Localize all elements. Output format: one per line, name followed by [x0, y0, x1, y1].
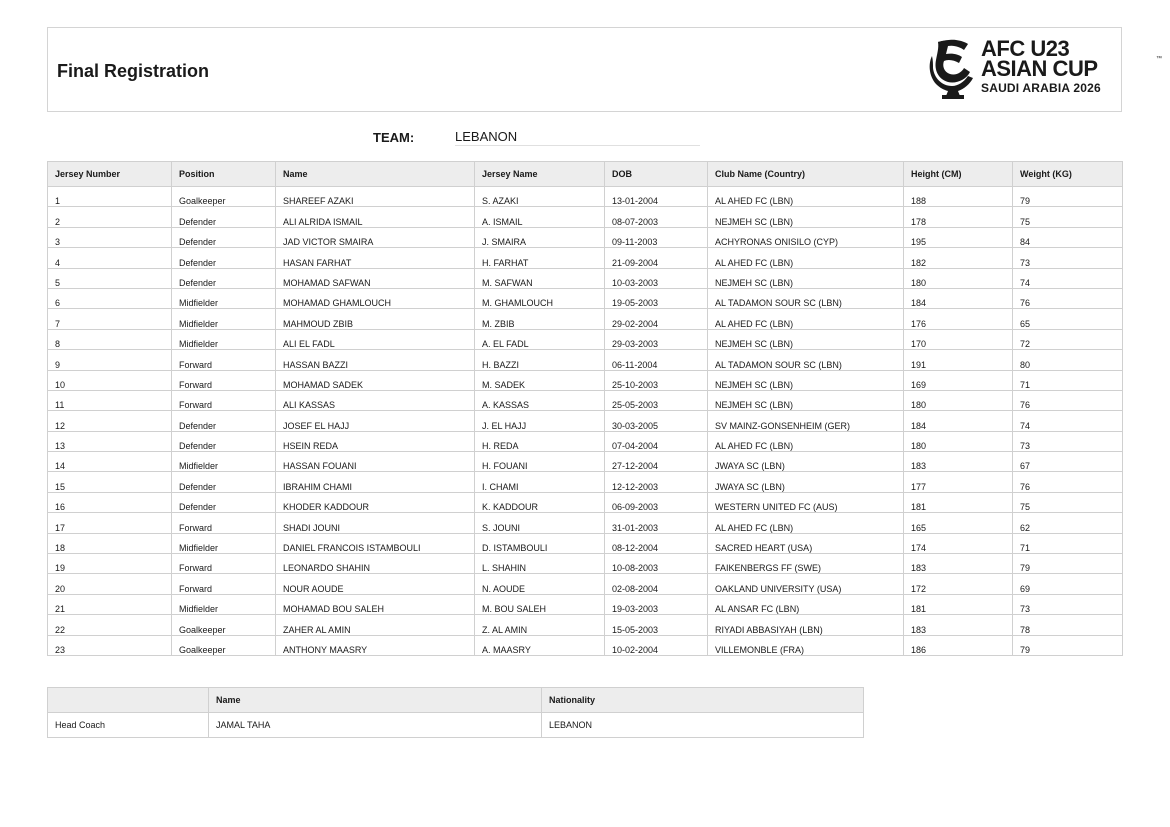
table-cell: 02-08-2004: [605, 574, 708, 594]
table-cell: 5: [48, 268, 172, 288]
column-header: Weight (KG): [1013, 162, 1123, 187]
table-cell: 07-04-2004: [605, 431, 708, 451]
table-cell: 10-08-2003: [605, 554, 708, 574]
table-cell: K. KADDOUR: [475, 492, 605, 512]
table-cell: 29-02-2004: [605, 309, 708, 329]
table-cell: 165: [904, 513, 1013, 533]
table-cell: 7: [48, 309, 172, 329]
table-cell: 22: [48, 615, 172, 635]
table-cell: HSEIN REDA: [276, 431, 475, 451]
table-row: [48, 533, 1123, 553]
logo-text-line1: AFC U23: [981, 36, 1070, 61]
table-cell: AL AHED FC (LBN): [708, 187, 904, 207]
table-cell: 08-12-2004: [605, 533, 708, 553]
table-cell: Z. AL AMIN: [475, 615, 605, 635]
table-cell: Goalkeeper: [172, 187, 276, 207]
table-cell: 75: [1013, 207, 1123, 227]
table-cell: Head Coach: [48, 713, 209, 738]
table-cell: ZAHER AL AMIN: [276, 615, 475, 635]
table-cell: Midfielder: [172, 533, 276, 553]
table-cell: 25-10-2003: [605, 370, 708, 390]
table-cell: 188: [904, 187, 1013, 207]
table-cell: A. EL FADL: [475, 329, 605, 349]
table-cell: 79: [1013, 554, 1123, 574]
table-cell: 13-01-2004: [605, 187, 708, 207]
table-cell: 71: [1013, 533, 1123, 553]
table-cell: 67: [1013, 452, 1123, 472]
table-cell: WESTERN UNITED FC (AUS): [708, 492, 904, 512]
table-cell: 21-09-2004: [605, 248, 708, 268]
table-row: [48, 411, 1123, 431]
table-cell: KHODER KADDOUR: [276, 492, 475, 512]
column-header: Name: [276, 162, 475, 187]
table-row: [48, 635, 1123, 655]
table-cell: 73: [1013, 594, 1123, 614]
table-cell: 74: [1013, 411, 1123, 431]
staff-table-body: [48, 713, 864, 738]
table-cell: 20: [48, 574, 172, 594]
table-cell: ALI KASSAS: [276, 390, 475, 410]
table-row: [48, 370, 1123, 390]
table-cell: Midfielder: [172, 309, 276, 329]
table-cell: Forward: [172, 390, 276, 410]
page-header: [47, 27, 1162, 112]
column-header: Jersey Number: [48, 162, 172, 187]
staff-header-row: [48, 688, 864, 713]
table-cell: 09-11-2003: [605, 227, 708, 247]
table-cell: 182: [904, 248, 1013, 268]
table-cell: N. AOUDE: [475, 574, 605, 594]
column-header: [48, 688, 209, 713]
table-cell: 12: [48, 411, 172, 431]
table-cell: H. REDA: [475, 431, 605, 451]
table-row: [48, 554, 1123, 574]
table-row: [48, 268, 1123, 288]
table-row: [48, 187, 1123, 207]
table-cell: 21: [48, 594, 172, 614]
table-cell: 73: [1013, 431, 1123, 451]
table-cell: SACRED HEART (USA): [708, 533, 904, 553]
table-cell: S. JOUNI: [475, 513, 605, 533]
table-cell: 62: [1013, 513, 1123, 533]
table-cell: Defender: [172, 268, 276, 288]
table-cell: 195: [904, 227, 1013, 247]
table-cell: Defender: [172, 248, 276, 268]
table-cell: 183: [904, 452, 1013, 472]
table-cell: 71: [1013, 370, 1123, 390]
table-row: [48, 513, 1123, 533]
table-cell: AL AHED FC (LBN): [708, 309, 904, 329]
table-cell: 08-07-2003: [605, 207, 708, 227]
table-row: [48, 452, 1123, 472]
table-cell: Midfielder: [172, 288, 276, 308]
table-cell: MOHAMAD GHAMLOUCH: [276, 288, 475, 308]
table-cell: 186: [904, 635, 1013, 655]
table-cell: 76: [1013, 390, 1123, 410]
table-cell: M. ZBIB: [475, 309, 605, 329]
table-cell: AL AHED FC (LBN): [708, 431, 904, 451]
table-row: [48, 329, 1123, 349]
table-cell: A. MAASRY: [475, 635, 605, 655]
table-row: [48, 227, 1123, 247]
table-cell: D. ISTAMBOULI: [475, 533, 605, 553]
table-cell: 11: [48, 390, 172, 410]
table-cell: Midfielder: [172, 329, 276, 349]
table-cell: M. GHAMLOUCH: [475, 288, 605, 308]
players-table: [47, 161, 1123, 656]
table-cell: NEJMEH SC (LBN): [708, 268, 904, 288]
table-row: [48, 594, 1123, 614]
table-cell: L. SHAHIN: [475, 554, 605, 574]
table-row: [48, 350, 1123, 370]
table-cell: 19-03-2003: [605, 594, 708, 614]
table-cell: LEONARDO SHAHIN: [276, 554, 475, 574]
table-cell: 170: [904, 329, 1013, 349]
players-table-body: [48, 187, 1123, 656]
table-cell: 06-09-2003: [605, 492, 708, 512]
table-cell: AL TADAMON SOUR SC (LBN): [708, 288, 904, 308]
table-cell: M. BOU SALEH: [475, 594, 605, 614]
page-title: Final Registration: [57, 61, 210, 81]
table-cell: 17: [48, 513, 172, 533]
table-cell: RIYADI ABBASIYAH (LBN): [708, 615, 904, 635]
table-row: [48, 207, 1123, 227]
table-cell: 4: [48, 248, 172, 268]
table-cell: AL ANSAR FC (LBN): [708, 594, 904, 614]
table-cell: 76: [1013, 472, 1123, 492]
players-header-row: [48, 162, 1123, 187]
table-cell: 31-01-2003: [605, 513, 708, 533]
table-cell: NEJMEH SC (LBN): [708, 370, 904, 390]
table-cell: NEJMEH SC (LBN): [708, 390, 904, 410]
table-cell: JAD VICTOR SMAIRA: [276, 227, 475, 247]
table-cell: 1: [48, 187, 172, 207]
table-row: [48, 713, 864, 738]
column-header: Jersey Name: [475, 162, 605, 187]
column-header: Name: [209, 688, 542, 713]
table-cell: 8: [48, 329, 172, 349]
table-cell: Midfielder: [172, 594, 276, 614]
table-cell: 2: [48, 207, 172, 227]
table-cell: Forward: [172, 513, 276, 533]
table-row: [48, 248, 1123, 268]
table-cell: 84: [1013, 227, 1123, 247]
column-header: Height (CM): [904, 162, 1013, 187]
table-cell: 184: [904, 411, 1013, 431]
table-cell: 06-11-2004: [605, 350, 708, 370]
logo-text-line2: ASIAN CUP: [981, 56, 1098, 81]
table-cell: 16: [48, 492, 172, 512]
table-cell: S. AZAKI: [475, 187, 605, 207]
table-cell: LEBANON: [542, 713, 864, 738]
table-row: [48, 492, 1123, 512]
table-cell: 15: [48, 472, 172, 492]
table-cell: SHADI JOUNI: [276, 513, 475, 533]
table-cell: A. ISMAIL: [475, 207, 605, 227]
table-cell: 10-02-2004: [605, 635, 708, 655]
table-cell: 75: [1013, 492, 1123, 512]
table-cell: 13: [48, 431, 172, 451]
table-cell: 6: [48, 288, 172, 308]
table-cell: JOSEF EL HAJJ: [276, 411, 475, 431]
table-cell: 78: [1013, 615, 1123, 635]
table-cell: 80: [1013, 350, 1123, 370]
table-cell: Goalkeeper: [172, 635, 276, 655]
table-cell: ALI EL FADL: [276, 329, 475, 349]
table-cell: 19: [48, 554, 172, 574]
table-cell: 181: [904, 594, 1013, 614]
table-cell: Forward: [172, 370, 276, 390]
column-header: DOB: [605, 162, 708, 187]
table-cell: NEJMEH SC (LBN): [708, 207, 904, 227]
table-cell: 180: [904, 431, 1013, 451]
table-cell: 79: [1013, 635, 1123, 655]
team-value: LEBANON: [455, 129, 700, 146]
table-cell: AL AHED FC (LBN): [708, 513, 904, 533]
table-cell: OAKLAND UNIVERSITY (USA): [708, 574, 904, 594]
table-cell: AL AHED FC (LBN): [708, 248, 904, 268]
column-header: Nationality: [542, 688, 864, 713]
table-cell: SHAREEF AZAKI: [276, 187, 475, 207]
table-cell: J. SMAIRA: [475, 227, 605, 247]
table-row: [48, 309, 1123, 329]
table-cell: HASAN FARHAT: [276, 248, 475, 268]
table-cell: 9: [48, 350, 172, 370]
table-cell: MAHMOUD ZBIB: [276, 309, 475, 329]
table-cell: ALI ALRIDA ISMAIL: [276, 207, 475, 227]
table-cell: DANIEL FRANCOIS ISTAMBOULI: [276, 533, 475, 553]
table-cell: 76: [1013, 288, 1123, 308]
table-cell: NEJMEH SC (LBN): [708, 329, 904, 349]
table-cell: 172: [904, 574, 1013, 594]
table-cell: J. EL HAJJ: [475, 411, 605, 431]
table-cell: 23: [48, 635, 172, 655]
table-cell: 72: [1013, 329, 1123, 349]
table-cell: Defender: [172, 207, 276, 227]
table-cell: 73: [1013, 248, 1123, 268]
table-cell: HASSAN FOUANI: [276, 452, 475, 472]
table-cell: 169: [904, 370, 1013, 390]
table-cell: HASSAN BAZZI: [276, 350, 475, 370]
table-cell: 69: [1013, 574, 1123, 594]
table-cell: 27-12-2004: [605, 452, 708, 472]
table-cell: 14: [48, 452, 172, 472]
table-cell: JWAYA SC (LBN): [708, 452, 904, 472]
table-cell: I. CHAMI: [475, 472, 605, 492]
table-cell: 18: [48, 533, 172, 553]
table-cell: Defender: [172, 492, 276, 512]
table-cell: 177: [904, 472, 1013, 492]
table-cell: 180: [904, 390, 1013, 410]
table-cell: MOHAMAD SAFWAN: [276, 268, 475, 288]
table-cell: MOHAMAD SADEK: [276, 370, 475, 390]
logo-text-line3: SAUDI ARABIA 2026: [981, 81, 1101, 95]
table-cell: 25-05-2003: [605, 390, 708, 410]
table-cell: A. KASSAS: [475, 390, 605, 410]
table-cell: NOUR AOUDE: [276, 574, 475, 594]
table-cell: Forward: [172, 574, 276, 594]
table-cell: Defender: [172, 227, 276, 247]
table-cell: Forward: [172, 350, 276, 370]
table-cell: FAIKENBERGS FF (SWE): [708, 554, 904, 574]
team-label: TEAM:: [373, 130, 415, 145]
table-cell: 79: [1013, 187, 1123, 207]
table-cell: MOHAMAD BOU SALEH: [276, 594, 475, 614]
table-cell: Defender: [172, 472, 276, 492]
table-cell: AL TADAMON SOUR SC (LBN): [708, 350, 904, 370]
table-cell: Goalkeeper: [172, 615, 276, 635]
table-row: [48, 574, 1123, 594]
table-row: [48, 390, 1123, 410]
table-cell: H. FARHAT: [475, 248, 605, 268]
table-cell: 10-03-2003: [605, 268, 708, 288]
table-row: [48, 615, 1123, 635]
table-cell: 29-03-2003: [605, 329, 708, 349]
table-cell: 3: [48, 227, 172, 247]
table-cell: JAMAL TAHA: [209, 713, 542, 738]
table-cell: ACHYRONAS ONISILO (CYP): [708, 227, 904, 247]
table-cell: H. FOUANI: [475, 452, 605, 472]
staff-table: [47, 687, 864, 738]
table-row: [48, 288, 1123, 308]
table-cell: 12-12-2003: [605, 472, 708, 492]
table-cell: 74: [1013, 268, 1123, 288]
logo-trademark: ™: [1156, 56, 1162, 62]
table-cell: SV MAINZ-GONSENHEIM (GER): [708, 411, 904, 431]
table-cell: 174: [904, 533, 1013, 553]
table-cell: 19-05-2003: [605, 288, 708, 308]
table-row: [48, 472, 1123, 492]
table-cell: 184: [904, 288, 1013, 308]
table-cell: 191: [904, 350, 1013, 370]
table-cell: 183: [904, 615, 1013, 635]
table-cell: 176: [904, 309, 1013, 329]
table-cell: 183: [904, 554, 1013, 574]
table-cell: 30-03-2005: [605, 411, 708, 431]
trophy-logo-icon: [926, 36, 978, 100]
table-cell: 178: [904, 207, 1013, 227]
table-cell: 181: [904, 492, 1013, 512]
table-cell: M. SAFWAN: [475, 268, 605, 288]
table-cell: H. BAZZI: [475, 350, 605, 370]
column-header: Position: [172, 162, 276, 187]
table-cell: IBRAHIM CHAMI: [276, 472, 475, 492]
column-header: Club Name (Country): [708, 162, 904, 187]
afc-u23-logo: [926, 36, 1162, 100]
table-cell: M. SADEK: [475, 370, 605, 390]
table-cell: 15-05-2003: [605, 615, 708, 635]
table-cell: Defender: [172, 431, 276, 451]
table-cell: 10: [48, 370, 172, 390]
table-cell: Defender: [172, 411, 276, 431]
table-cell: 180: [904, 268, 1013, 288]
table-cell: Forward: [172, 554, 276, 574]
table-cell: VILLEMONBLE (FRA): [708, 635, 904, 655]
table-cell: Midfielder: [172, 452, 276, 472]
table-cell: ANTHONY MAASRY: [276, 635, 475, 655]
table-row: [48, 431, 1123, 451]
table-cell: 65: [1013, 309, 1123, 329]
table-cell: JWAYA SC (LBN): [708, 472, 904, 492]
